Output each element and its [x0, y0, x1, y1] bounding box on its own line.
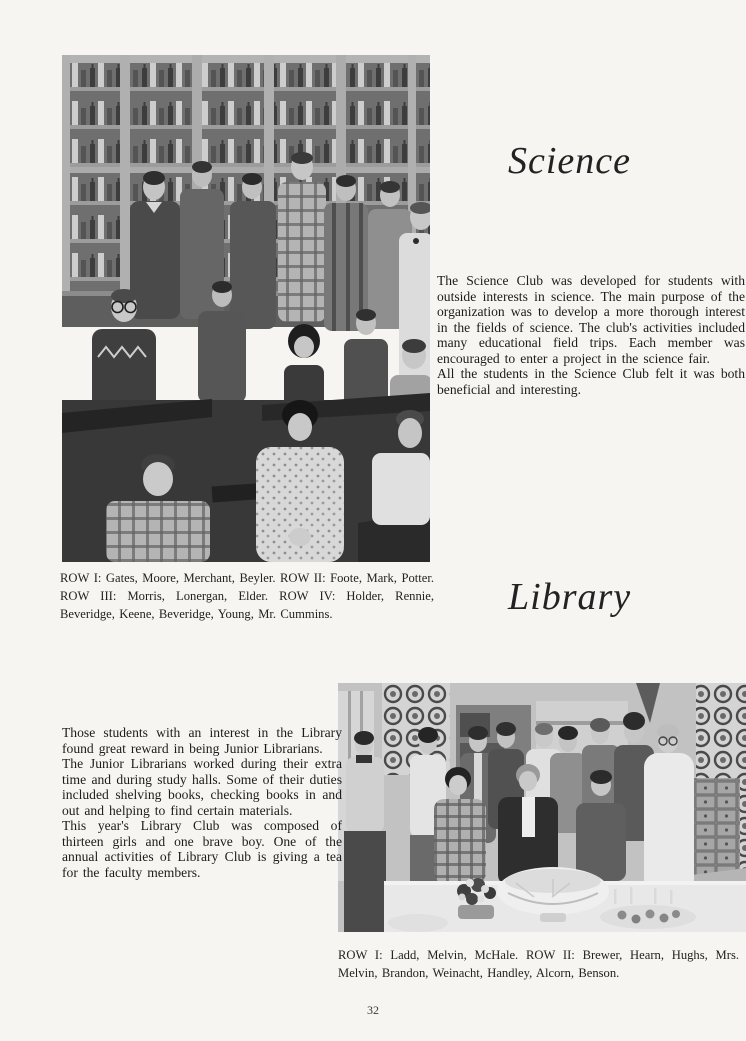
side-plate: [388, 914, 448, 932]
library-paragraph: This year's Library Club was composed of thirteen girls and one brave boy. One of the annual activities of Library Club is giving a tea for the faculty members.: [62, 818, 342, 880]
library-paragraph: The Junior Librarians worked during their extra time and during study halls. Some of their duties included shelving books, checking books in and out and helping to find certain materials.: [62, 756, 342, 818]
library-heading: Library: [508, 576, 632, 618]
library-club-photo: [338, 683, 746, 932]
science-club-photo: [62, 55, 430, 562]
front-row-women: [434, 764, 626, 885]
page-number: 32: [367, 1003, 379, 1017]
science-paragraph: All the students in the Science Club felt it was both beneficial and interesting.: [437, 366, 745, 397]
science-heading: Science: [508, 140, 632, 182]
science-paragraphs: [437, 273, 745, 397]
library-photo-caption: ROW I: Ladd, Melvin, McHale. ROW II: Brewer, Hearn, Hughs, Mrs. Melvin, Brandon, Weinacht, Handley, Alcorn, Benson.: [338, 948, 739, 980]
library-paragraphs: [62, 725, 342, 880]
science-paragraph: The Science Club was developed for students with outside interests in science. The main purpose of the organization was to develop a more thorough interest in the fields of science. The club's activities included many educational field trips. Each member was encouraged to enter a project in the science fair.: [437, 273, 745, 366]
science-photo-caption: ROW I: Gates, Moore, Merchant, Beyler. ROW II: Foote, Mark, Potter. ROW III: Morris, Lonergan, Elder. ROW IV: Holder, Rennie, Beveridge, Keene, Beveridge, Young, Mr. Cummins.: [60, 571, 434, 621]
library-paragraph: Those students with an interest in the Library found great reward in being Junior Librarians.: [62, 725, 342, 756]
